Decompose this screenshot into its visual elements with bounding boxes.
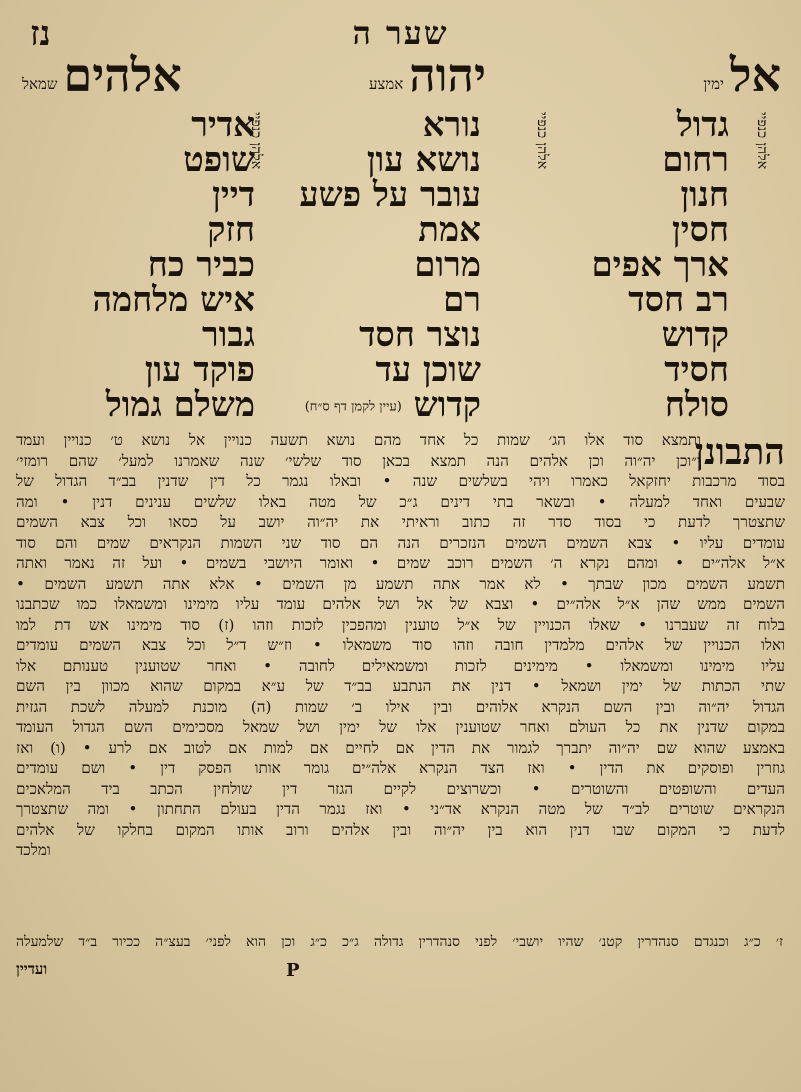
name-left-small: שמאל <box>22 75 58 93</box>
column-left-word: כביר כח <box>147 245 255 285</box>
column-middle-word: אמת <box>418 210 481 250</box>
leaf-number: נז <box>30 14 51 54</box>
commentary-line: א״ל אלה״ים • ומהם נקרא ה׳ השמים רוכב שמים • ואומר היושבי בשמים • ועל זה נאמר ואתה <box>16 554 785 572</box>
column-middle-word: נוצר חסד <box>359 315 481 355</box>
commentary-line: ואלו הכנויין של אלהים מלמדין חובה וזהו סוד משמאלו • וז״ש ד״ל וכל צבא השמים עומדים <box>16 636 785 654</box>
column-left <box>20 105 255 425</box>
name-left <box>22 48 182 102</box>
column-right <box>559 105 729 425</box>
name-middle-big: יהוה <box>409 48 486 102</box>
column-left-word: גבור <box>201 315 255 355</box>
commentary-line: השמים ממש שהן א״ל אלה״ים • וצבא של אל ושל אלהים עומד עליו מימינו ומשמאלו כמו שכתבנו <box>16 595 785 613</box>
side-label-1: אלהן כנפיי <box>754 112 770 170</box>
column-left-word: דיין <box>212 175 255 215</box>
commentary-line: עומדים עליו • צבא השמים השמים הנזכרים הנה הם סוד שני השמות הנקראים שמים והם סוד <box>16 533 785 552</box>
commentary-line: באמצע שהוא שם יה״וה יתברך לגמור את הדין אם לחיים אם למות אם לטוב אם לרע • (ו) ואז <box>16 738 785 757</box>
commentary-line: בלוח זה שעברנו • שאלו הכנויין של א״ל טוענין ומהפכין לזכות וזהו (ז) סוד מימינו אש דת למו <box>16 615 785 634</box>
column-middle-word: עובר על פשע <box>299 175 481 215</box>
commentary-line: הגדול יה״וה ובין השם הנקרא אלוהים ובין אילו ב׳ שמות (ה) מוכנת למעלה לשכת הגזית <box>16 697 785 716</box>
commentary-line: לדעת כי המקום שבו דנין הוא בין יה״וה ובין אלהים ורוב אותו המקום בחלקו של אלהים <box>16 820 785 839</box>
commentary-line: ותמצא סוד אלו הג׳ שמות כל אחד מהם נושא תשעה כנויין אל נושא ט׳ כנויין ועמד <box>16 431 701 449</box>
name-left-big: אלהים <box>63 48 182 102</box>
column-right-word: ארך אפים <box>591 245 729 285</box>
column-left-word: חזק <box>207 210 255 250</box>
attribute-columns <box>20 105 781 426</box>
column-middle <box>271 105 481 425</box>
commentary-line: שבעים ואחד למעלה • ובשאר בתי דינים ג״כ של מטה באלו שלשים ענינים דנין • ומה <box>16 492 785 511</box>
column-right-word: חסין <box>671 210 729 250</box>
divine-names-row <box>22 48 781 104</box>
column-right-word: חסיד <box>664 350 729 390</box>
signature-mark: P <box>286 960 300 981</box>
name-right-small: ימין <box>703 75 724 93</box>
column-middle-word: שוכן עד <box>375 350 481 390</box>
column-middle-last-row <box>271 385 481 425</box>
commentary-block <box>16 430 785 930</box>
commentary-line: ומלכד <box>16 841 51 859</box>
column-middle-word: נורא <box>422 105 481 145</box>
commentary-line: גוזרין ופוסקים את הדין • ואז הצד הנקרא אלה״ים גומר אותו הפסק דין • ושם עומדים <box>16 759 785 777</box>
column-right-word: סולח <box>664 385 729 425</box>
gate-title: שער ה <box>352 14 449 52</box>
commentary-line: בסוד מרכבות יחזקאל כאמרו ויהי בשלשים שנה • ובאלו נגמר כל דין שדנין בב״ד הגדול של <box>16 472 785 490</box>
name-right-big: אל <box>729 48 781 102</box>
column-middle-word: נושא עון <box>366 140 481 180</box>
column-left-word: משלם גמול <box>105 385 255 425</box>
column-left-word: שופט <box>183 140 255 180</box>
column-middle-word: קדוש <box>413 385 481 425</box>
commentary-line: שתצטרך לדעת כי בסוד סדר זה כתוב וראיתי את יה״וה יושב על כסאו וכל צבא השמים <box>16 513 785 531</box>
name-middle <box>369 48 486 102</box>
side-label-2: אלהן כנפיי <box>534 112 550 170</box>
commentary-lines <box>16 430 785 861</box>
commentary-line: תשמע השמים מכון שבתך • לא אמר אתה תשמע מן השמים • אלא אתה תשמע השמים • <box>16 574 785 593</box>
page-footer <box>16 960 783 984</box>
commentary-line: עליו מימינו ומשמאלו • מימינים לזכות ומשמאילים לחובה • ואחר שטוענין טענותם אלו <box>16 656 785 675</box>
column-right-word: קדוש <box>661 315 729 355</box>
column-right-word: רב חסד <box>628 280 729 320</box>
footnote: ז׳ כ״ג וכנגדם סנהדרין קטנ׳ שהיו יושבי׳ לפני סנהדרין גדולה ג״כ כ״ג וכן הוא לפני׳ בעצ״ה ככיור ב״ד שלמעלה <box>16 934 783 950</box>
side-label-3: אלהן כנפיי <box>248 112 264 170</box>
commentary-line: העדים והשופטים והשוטרים • וכשרוצים לקיים הגזר דין שולחין הכתב ביד המלאכים <box>16 779 785 798</box>
column-left-word: איש מלחמה <box>92 280 255 320</box>
column-left-word: אדיר <box>191 105 255 145</box>
commentary-line: שתי הכתות של ימין ושמאל • דנין את הנתבע בב״ד של ע״א במקום שהוא מכוון בין השם <box>16 677 785 695</box>
name-middle-small: אמצע <box>369 75 404 93</box>
drop-word: התבונן <box>694 431 785 473</box>
page-header <box>30 14 771 52</box>
commentary-line: הנקראים שוטרים לב״ד של מטה הנקרא אד״ני • ואז נגמר הדין בעולם התחתון • ומה שתצטרך <box>16 800 785 818</box>
cross-reference-note: (עיין לקמן דף ס״ח) <box>304 399 402 415</box>
name-right <box>703 48 781 102</box>
column-left-word: פוקד עון <box>144 350 255 390</box>
column-middle-word: מרום <box>414 245 481 285</box>
commentary-line: י״וכן יה״וה וכן אלהים הנה תמצא בכאן סוד שלשי׳ שנה שאמרנו למעל׳ שהם רומזי׳ <box>16 451 701 470</box>
column-middle-word: רם <box>443 280 481 320</box>
catchword: ועדיין <box>16 960 48 978</box>
commentary-line: במקום שדנין את כל העולם ואחר שטוענין אלו של ימין ושל שמאל מסכימים השם הגדול העומד <box>16 718 785 736</box>
column-right-word: חנון <box>680 175 729 215</box>
column-right-word: רחום <box>662 140 729 180</box>
column-right-word: גדול <box>676 105 729 145</box>
